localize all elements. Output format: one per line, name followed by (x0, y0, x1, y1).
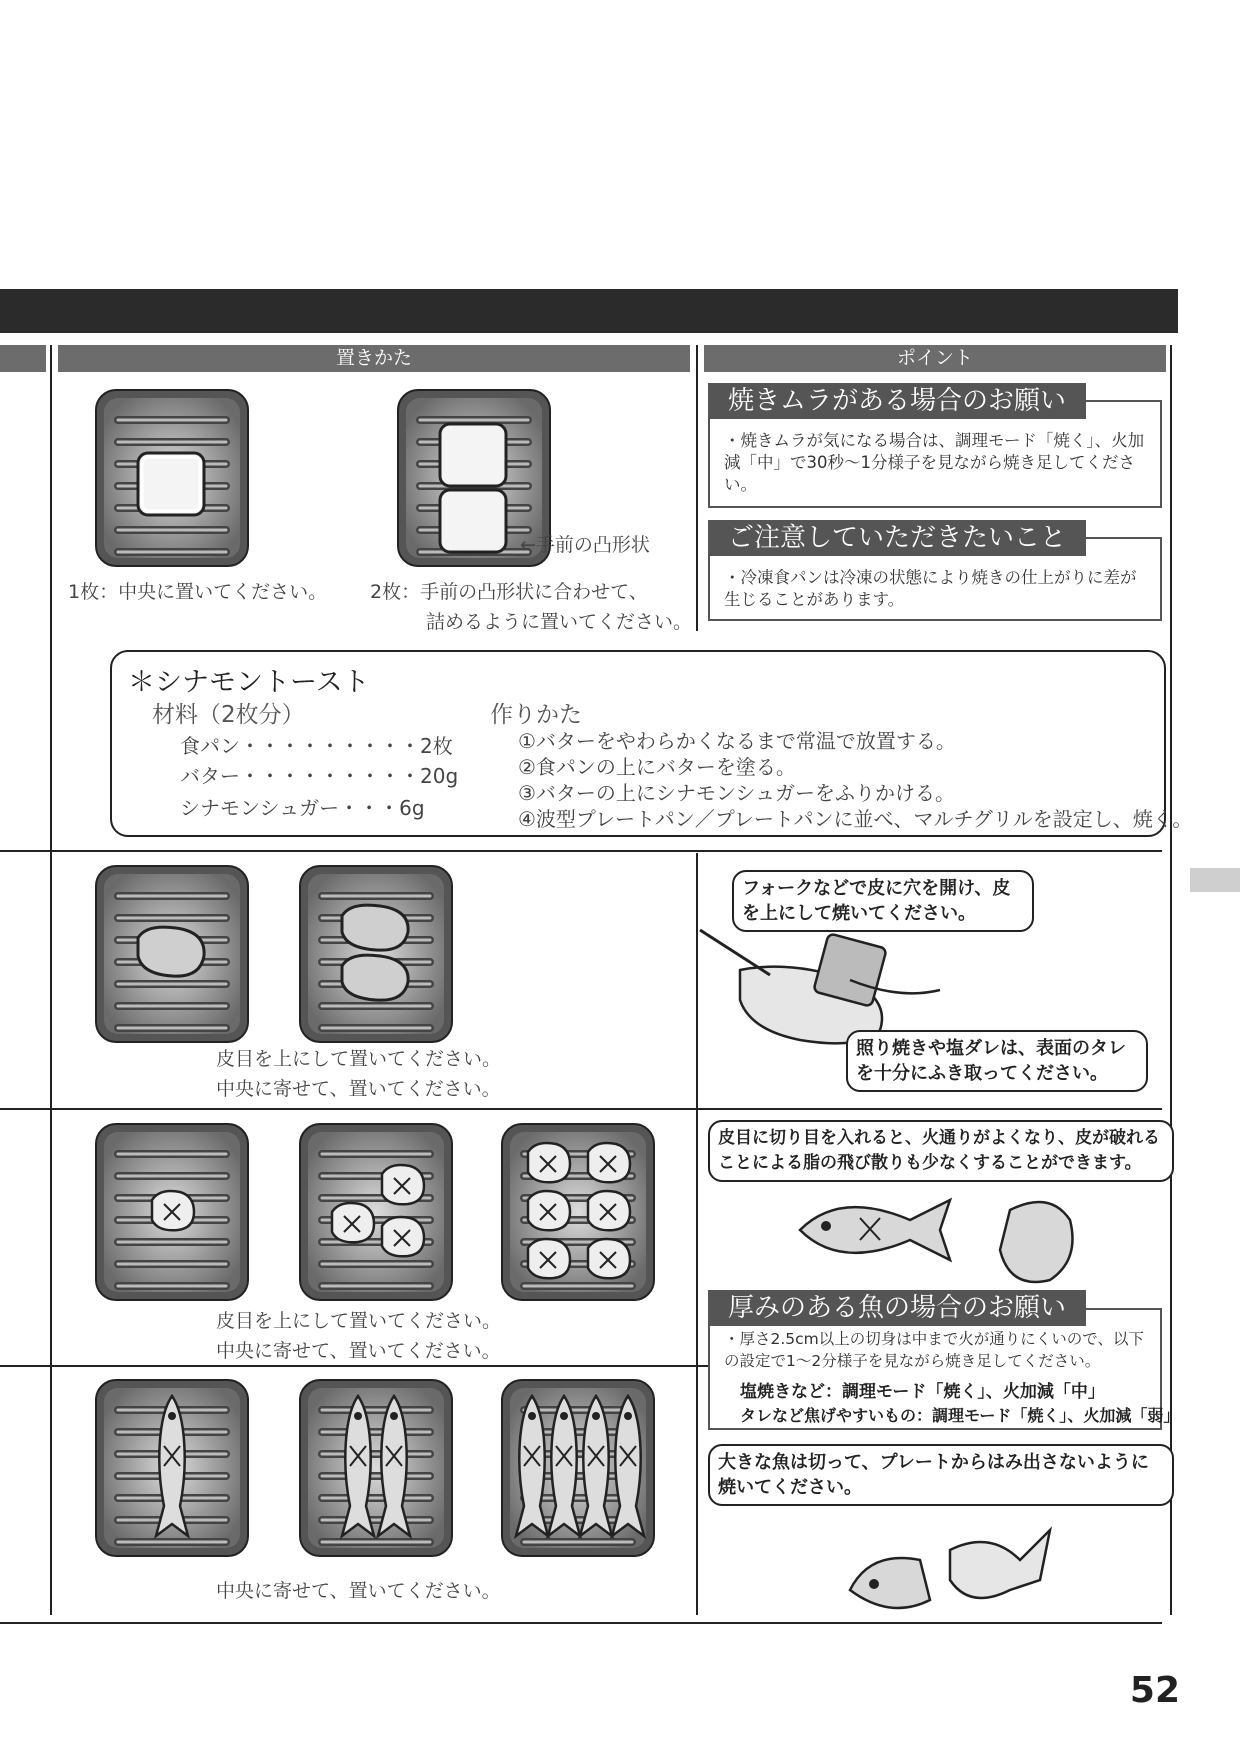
method-heading: 作りかた (490, 702, 582, 728)
tray-bread-one (96, 390, 248, 566)
tray-fish-four (502, 1380, 654, 1556)
fillet-caption-line1: 皮目を上にして置いてください。 (216, 1310, 502, 1332)
bread-caption-two-line2: 詰めるように置いてください。 (426, 611, 693, 633)
fish-caption: 中央に寄せて、置いてください。 (216, 1580, 501, 1602)
chicken-caption-line2: 中央に寄せて、置いてください。 (216, 1078, 501, 1100)
recipe-title: ＊シナモントースト (128, 667, 370, 698)
point-text-caution: ・冷凍食パンは冷凍の状態により焼きの仕上がりに差が生じることがあります。 (724, 568, 1137, 609)
setting-salt: 塩焼きなど：調理モード「焼く」、火加減「中」 (740, 1382, 1105, 1402)
big-fish-bubble: 大きな魚は切って、プレートからはみ出さないように焼いてください。 (708, 1444, 1174, 1506)
ingredients-heading: 材料（2枚分） (152, 702, 305, 728)
fillet-bubble-cut: 皮目に切り目を入れると、火通りがよくなり、皮が破れることによる脂の飛び散りも少なくすることができます。 (708, 1120, 1174, 1182)
chicken-bubble-fork: フォークなどで皮に穴を開け、皮を上にして焼いてください。 (732, 870, 1034, 932)
point-title-thick-fish: 厚みのある魚の場合のお願い (708, 1290, 1086, 1326)
method-step: ①バターをやわらかくなるまで常温で放置する。 (518, 729, 956, 753)
ingredient-item: 食パン・・・・・・・・・2枚 (180, 734, 453, 758)
fork-chicken-illustration (700, 930, 940, 1043)
fillet-caption-line2: 中央に寄せて、置いてください。 (216, 1340, 501, 1362)
tray-fillet-six (502, 1124, 654, 1300)
tray-fish-one (96, 1380, 248, 1556)
tray-fillet-one (96, 1124, 248, 1300)
setting-sauce: タレなど焦げやすいもの：調理モード「焼く」、火加減「弱」 (740, 1406, 1180, 1425)
column-header-placement: 置きかた (58, 345, 690, 372)
point-title-caution: ご注意していただきたいこと (708, 520, 1086, 556)
method-step: ④波型プレートパン／プレートパンに並べ、マルチグリルを設定し、焼く。 (518, 807, 1193, 831)
tray-chicken-two (300, 866, 452, 1042)
bread-caption-two-line1: 2枚：手前の凸形状に合わせて、 (370, 581, 648, 603)
page-number: 52 (1129, 1670, 1180, 1711)
tray-fish-two (300, 1380, 452, 1556)
bread-caption-one: 1枚：中央に置いてください。 (68, 581, 328, 603)
chicken-caption-line1: 皮目を上にして置いてください。 (216, 1048, 502, 1070)
page-tab (1190, 868, 1240, 892)
column-header-point: ポイント (704, 345, 1166, 372)
method-step: ③バターの上にシナモンシュガーをふりかける。 (518, 781, 956, 805)
point-text-thick-fish: ・厚さ2.5cm以上の切身は中まで火が通りにくいので、以下の設定で1〜2分様子を見ながら焼き足してください。 (724, 1330, 1144, 1370)
point-text-uneven: ・焼きムラが気になる場合は、調理モード「焼く」、火加減「中」で30秒〜1分様子を見ながら焼き足してください。 (724, 431, 1145, 494)
ingredient-item: バター・・・・・・・・・20g (180, 764, 459, 788)
bread-arrow-label: ←手前の凸形状 (520, 534, 650, 556)
point-title-uneven: 焼きムラがある場合のお願い (708, 383, 1086, 419)
tray-chicken-one (96, 866, 248, 1042)
chicken-bubble-sauce: 照り焼きや塩ダレは、表面のタレを十分にふき取ってください。 (846, 1030, 1148, 1092)
tray-fillet-three (300, 1124, 452, 1300)
fish-cut-illustration (800, 1200, 1073, 1282)
method-step: ②食パンの上にバターを塗る。 (518, 755, 796, 779)
ingredient-item: シナモンシュガー・・・6g (180, 796, 425, 820)
big-fish-cut-illustration (850, 1530, 1050, 1608)
